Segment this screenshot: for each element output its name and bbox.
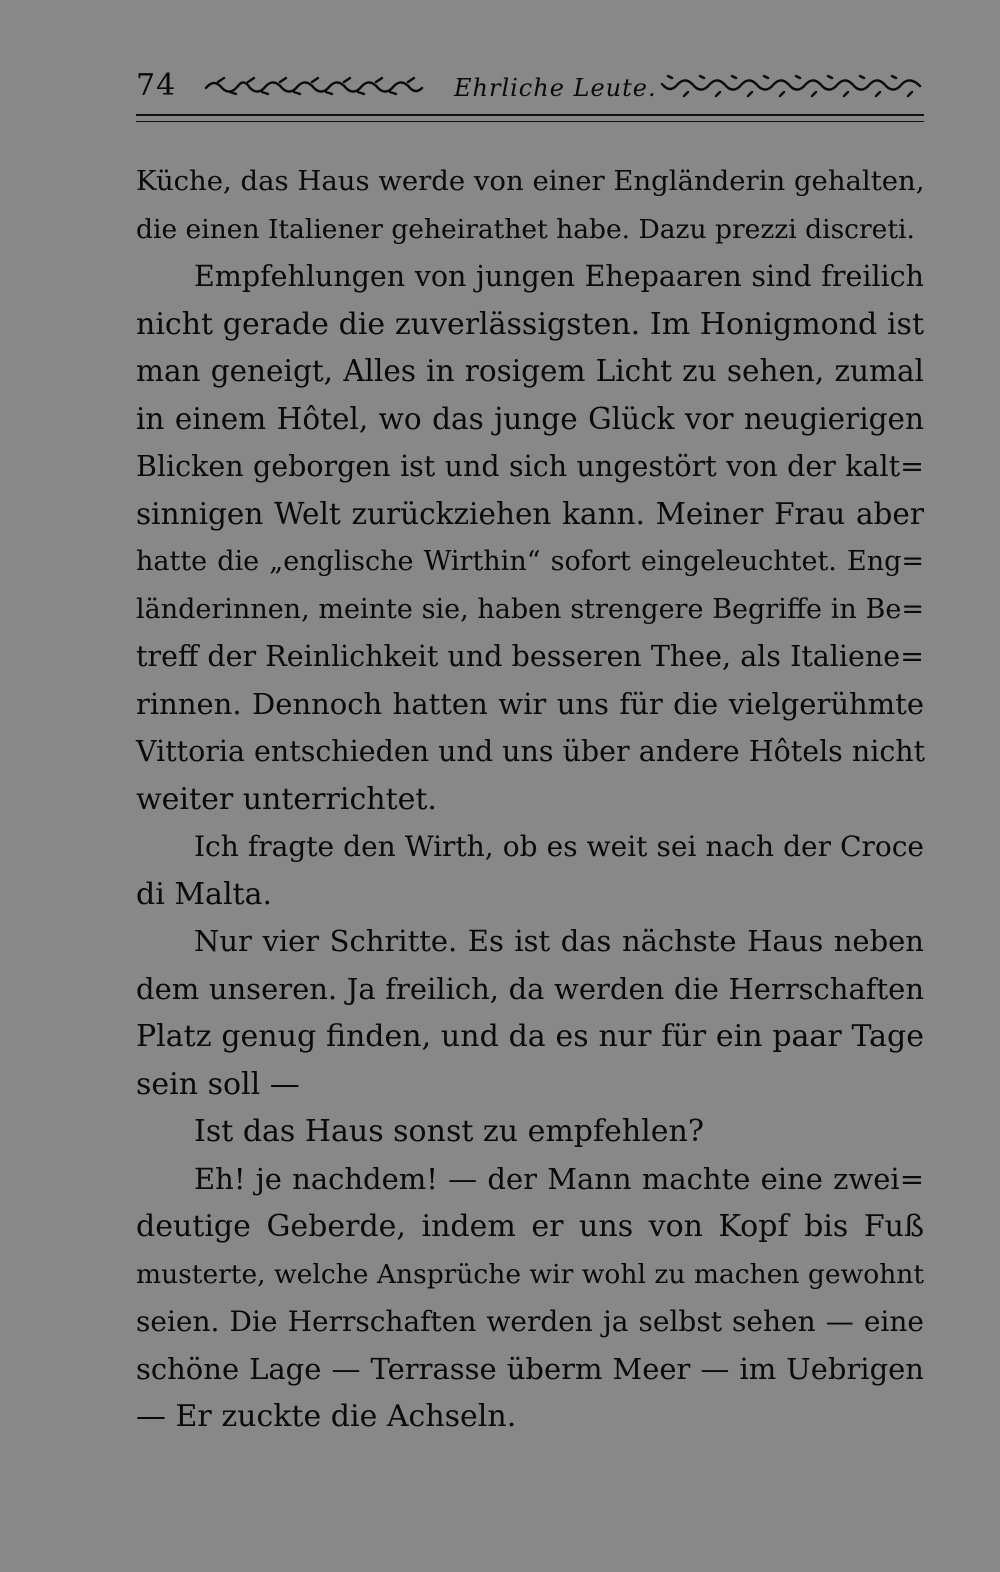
text-line: di Malta. xyxy=(136,876,273,912)
text-line: dem unseren. Ja freilich, da werden die Herrschaften xyxy=(136,971,924,1006)
text-line: rinnen. Dennoch hatten wir uns für die vielgerühmte xyxy=(136,686,924,721)
text-line: Blicken geborgen ist und sich ungestört von der kalt= xyxy=(136,450,924,483)
text-line: Nur vier Schritte. Es ist das nächste Haus neben xyxy=(194,924,924,958)
text-line: Küche, das Haus werde von einer Engländerin gehalten, xyxy=(136,165,925,197)
text-line: — Er zuckte die Achseln. xyxy=(136,1399,517,1434)
text-line: man geneigt, Alles in rosigem Licht zu sehen, zumal xyxy=(136,354,924,388)
text-line: seien. Die Herrschaften werden ja selbst sehen — eine xyxy=(136,1305,924,1338)
text-line: treff der Reinlichkeit und besseren Thee, als Italiene= xyxy=(136,640,924,673)
text-line: weiter unterrichtet. xyxy=(136,781,437,817)
leaf-ornament-right-icon xyxy=(660,74,922,98)
text-line: nicht gerade die zuverlässigsten. Im Honigmond ist xyxy=(136,306,924,342)
text-line: Ist das Haus sonst zu empfehlen? xyxy=(194,1114,704,1149)
text-line: Vittoria entschieden und uns über andere Hôtels nicht xyxy=(136,735,926,768)
body-text xyxy=(136,158,924,1441)
text-line: Eh! je nachdem! — der Mann machte eine zwei= xyxy=(194,1161,924,1196)
leaf-ornament-left-icon xyxy=(204,74,424,98)
text-line: Empfehlungen von jungen Ehepaaren sind freilich xyxy=(194,260,924,293)
running-title: Ehrliche Leute. xyxy=(454,74,657,102)
text-line: sein soll — xyxy=(136,1066,300,1102)
text-line: Ich fragte den Wirth, ob es weit sei nach der Croce xyxy=(194,830,924,863)
text-line: in einem Hôtel, wo das junge Glück vor neugierigen xyxy=(136,401,924,436)
page-number: 74 xyxy=(136,68,177,103)
text-line: die einen Italiener geheirathet habe. Dazu prezzi discreti. xyxy=(136,213,915,245)
text-line: länderinnen, meinte sie, haben strengere Begriffe in Be= xyxy=(136,593,924,625)
text-line: schöne Lage — Terrasse überm Meer — im Uebrigen xyxy=(136,1351,924,1386)
text-line: musterte, welche Ansprüche wir wohl zu machen gewohnt xyxy=(136,1258,924,1290)
header-rule-thick xyxy=(136,114,924,116)
text-line: sinnigen Welt zurückziehen kann. Meiner Frau aber xyxy=(136,496,924,531)
text-line: deutige Geberde, indem er uns von Kopf bis Fuß xyxy=(136,1209,924,1244)
text-line: Platz genug finden, und da es nur für ein paar Tage xyxy=(136,1019,924,1054)
page-header xyxy=(136,62,924,112)
header-rule-thin xyxy=(136,121,924,122)
text-line: hatte die „englische Wirthin“ sofort eingeleuchtet. Eng= xyxy=(136,546,924,577)
